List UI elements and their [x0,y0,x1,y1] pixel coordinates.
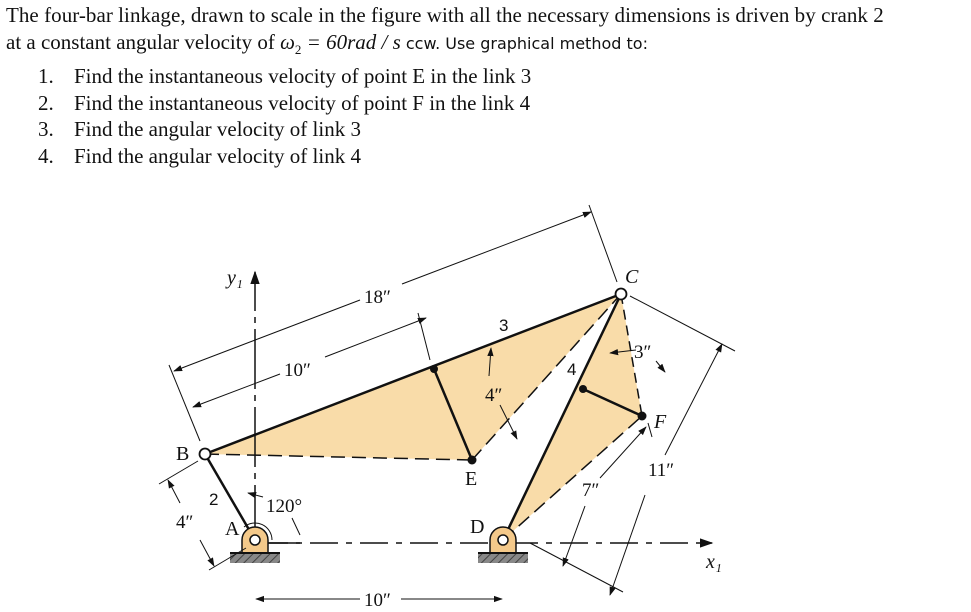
point-d-label: D [470,516,485,538]
ground-pivot-d [478,527,528,563]
task-text: Find the instantaneous velocity of point E in the link 3 [74,64,532,89]
axis-y1-label: y₁ [227,267,243,289]
dim-7-line-b [563,506,585,566]
link-2-label: 2 [209,490,219,509]
dim-18-line-b [402,212,591,284]
task-number: 3. [38,117,54,142]
task-text: Find the angular velocity of link 3 [74,117,361,142]
dim-4-crank-line-b [200,540,214,566]
dim-4-link3-label: 4″ [485,385,503,406]
point-e-dot [468,456,477,465]
dim-10-line-a [193,374,280,407]
dim-11-label: 11″ [648,460,675,481]
dim-11-ext-d [530,543,623,592]
dim-3-label: 3″ [634,342,652,363]
problem-line-2-prefix: at a constant angular velocity of [6,30,281,54]
point-a-label: A [225,518,240,540]
angle-120-label: 120° [266,496,303,517]
dim-11-line-b [610,495,645,595]
point-f-label: F [654,411,667,433]
dim-18-ext-c [589,205,617,282]
dim-18-label: 18″ [364,287,391,308]
point-f-dot [638,412,647,421]
dim-10-ground-label: 10″ [364,590,391,611]
point-b-label: B [176,443,190,465]
task-text: Find the angular velocity of link 4 [74,143,361,168]
dim-3-arrow-b [656,361,665,372]
link-4-label: 4 [567,360,577,379]
link3-junction-dot [430,365,438,373]
task-number: 4. [38,143,54,168]
point-e-label: E [465,468,478,490]
dim-18-line-a [174,300,360,371]
problem-line-1: The four-bar linkage, drawn to scale in the figure with all the necessary dimensions is driven by crank 2 [6,3,884,27]
axis-x1-label: x₁ [706,551,722,573]
dim-7-label: 7″ [582,480,600,501]
omega-symbol: ω [280,30,295,54]
dim-4-crank-label: 4″ [176,512,194,533]
problem-line-2-suffix: ccw. Use graphical method to: [400,34,648,53]
dim-10-link3-label: 10″ [284,360,311,381]
omega-subscript: 2 [294,42,302,58]
link-3-label: 3 [499,316,509,335]
link4-junction-dot [579,385,587,393]
joint-b [200,449,211,460]
dim-7-ext [648,423,652,437]
joint-c [616,289,627,300]
task-text: Find the instantaneous velocity of point F in the link 4 [74,90,531,115]
dim-10-line-b [325,318,426,357]
dim-4-crank-line-a [168,480,180,503]
dim-11-line-a [665,344,722,455]
task-number: 2. [38,90,54,115]
task-number: 1. [38,64,54,89]
omega-value: = 60rad / s [301,30,401,54]
dim-18-ext-b [169,365,200,441]
angle-120-leader [292,518,300,535]
point-c-label: C [625,266,639,288]
